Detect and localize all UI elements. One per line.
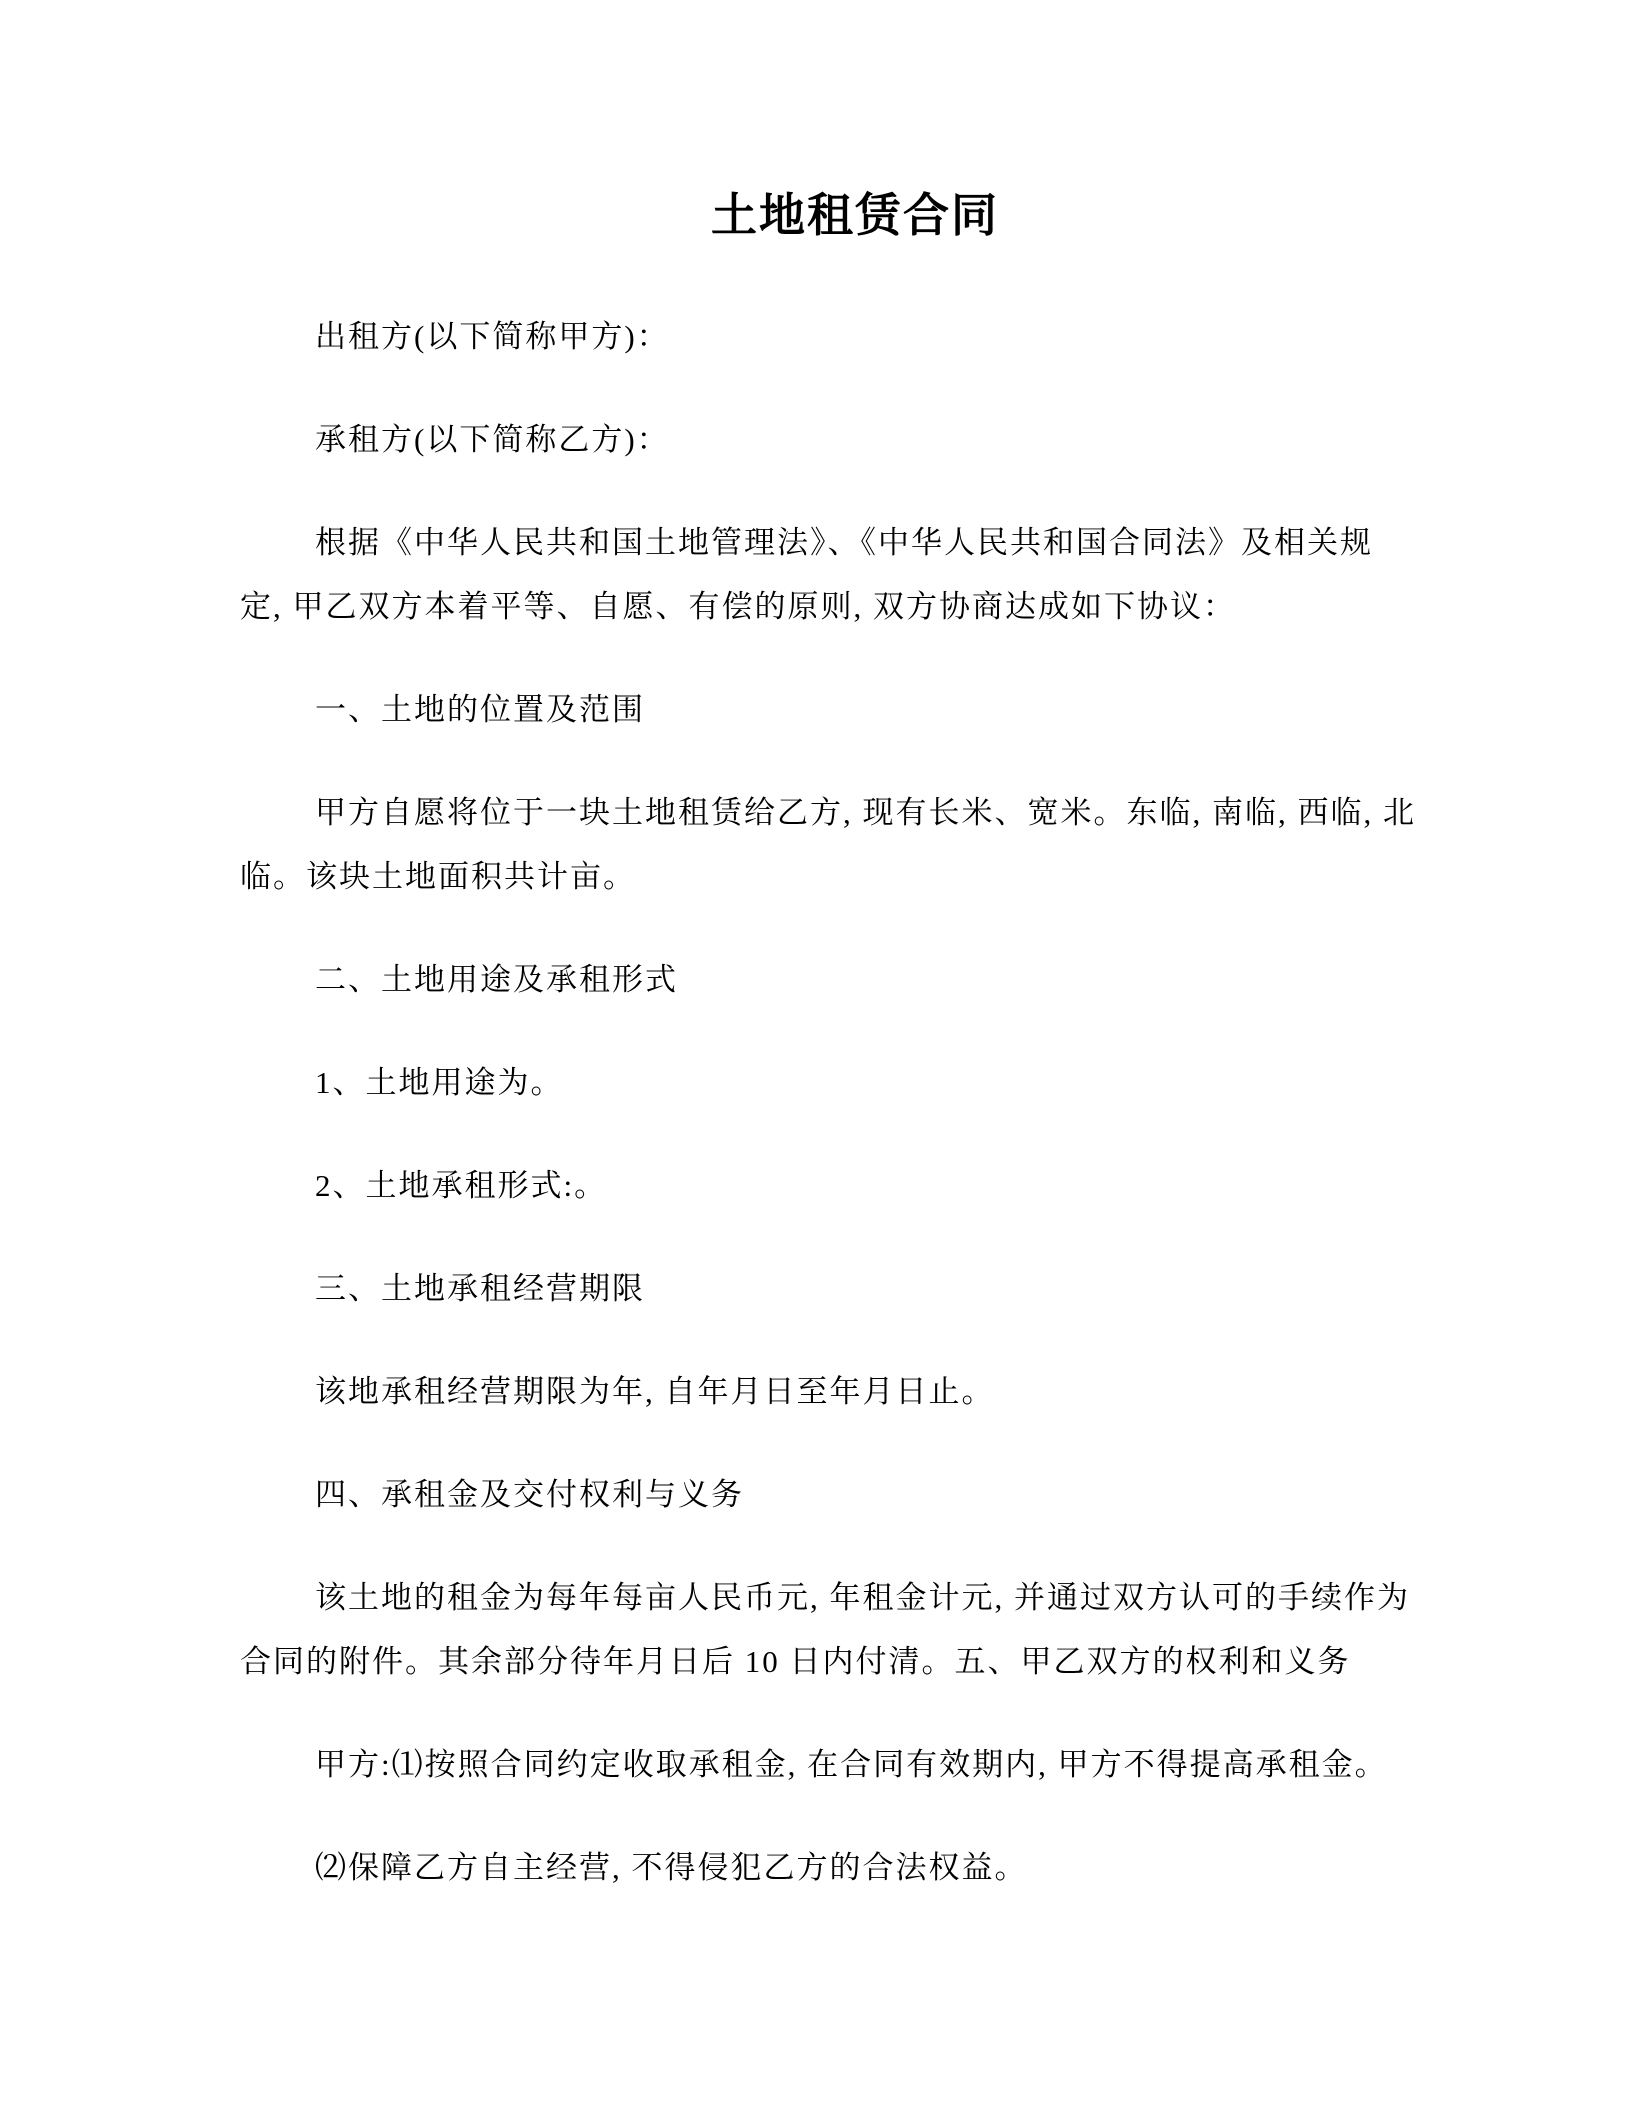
section-4-line-1: 该土地的租金为每年每亩人民币元, 年租金计元, 并通过双方认可的手续作为 bbox=[315, 1580, 1410, 1615]
paragraph-lessor bbox=[240, 305, 1370, 369]
section-2-item-1 bbox=[240, 1051, 1370, 1115]
section-4-paragraph bbox=[240, 1566, 1410, 1694]
preamble-line-1: 根据《中华人民共和国土地管理法》、《中华人民共和国合同法》及相关规 bbox=[315, 525, 1373, 560]
section-4-heading bbox=[240, 1463, 1370, 1527]
section-4-line-2: 合同的附件。其余部分待年月日后 10 日内付清。五、甲乙双方的权利和义务 bbox=[240, 1644, 1351, 1679]
section-2-item-2 bbox=[240, 1154, 1370, 1218]
preamble-line-2: 定, 甲乙双方本着平等、自愿、有偿的原则, 双方协商达成如下协议： bbox=[240, 589, 1236, 624]
section-1-line-1: 甲方自愿将位于一块土地租赁给乙方, 现有长米、宽米。东临, 南临, 西临, 北 bbox=[315, 795, 1416, 830]
party-a-obligation-1 bbox=[240, 1733, 1388, 1797]
section-1-heading-line: 一、土地的位置及范围 bbox=[315, 692, 645, 727]
section-3-heading bbox=[240, 1257, 1370, 1321]
section-4-heading-line: 四、承租金及交付权利与义务 bbox=[315, 1477, 744, 1512]
section-3-heading-line: 三、土地承租经营期限 bbox=[315, 1271, 645, 1306]
party-a-obligation-1-line: 甲方:⑴按照合同约定收取承租金, 在合同有效期内, 甲方不得提高承租金。 bbox=[315, 1747, 1388, 1782]
paragraph-lessee bbox=[240, 408, 1370, 472]
section-2-item-1-line: 1、土地用途为。 bbox=[315, 1065, 564, 1100]
section-3-paragraph bbox=[240, 1360, 1370, 1424]
lessee-line: 承租方(以下简称乙方)： bbox=[315, 422, 670, 457]
section-1-heading bbox=[240, 678, 1370, 742]
section-2-item-2-line: 2、土地承租形式:。 bbox=[315, 1168, 608, 1203]
section-2-heading-line: 二、土地用途及承租形式 bbox=[315, 962, 678, 997]
section-2-heading bbox=[240, 948, 1370, 1012]
section-3-line: 该地承租经营期限为年, 自年月日至年月日止。 bbox=[315, 1374, 995, 1409]
document-title: 土地租赁合同 bbox=[711, 190, 999, 241]
paragraph-preamble bbox=[240, 511, 1373, 639]
section-1-line-2: 临。该块土地面积共计亩。 bbox=[240, 859, 636, 894]
lessor-line: 出租方(以下简称甲方)： bbox=[315, 319, 670, 354]
section-1-paragraph bbox=[240, 781, 1416, 909]
party-a-obligation-2 bbox=[240, 1836, 1370, 1900]
party-a-obligation-2-line: ⑵保障乙方自主经营, 不得侵犯乙方的合法权益。 bbox=[315, 1850, 1028, 1885]
